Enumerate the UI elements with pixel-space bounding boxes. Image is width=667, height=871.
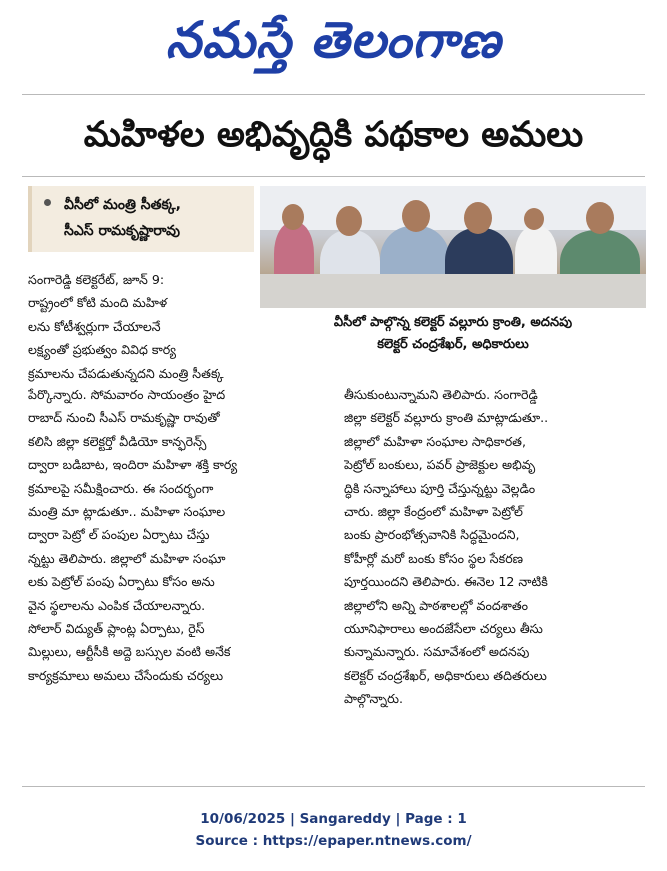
article-line: కలిసి జిల్లా కలెక్టర్తో వీడియో కాన్ఫరెన్స్	[28, 433, 207, 449]
caption-line: కలెక్టర్ చంద్రశేఖర్, అధికారులు	[377, 337, 529, 352]
divider	[22, 94, 645, 95]
photo-caption	[260, 312, 646, 364]
article-line: తీసుకుంటున్నామని తెలిపారు. సంగారెడ్డి	[344, 387, 538, 402]
article-line: రాబాద్ నుంచి సీఎస్ రామకృష్ణా రావుతో	[28, 410, 220, 426]
article-column-left	[28, 383, 344, 687]
article-line: జిల్లాలోని అన్ని పాఠశాలల్లో వందశాతం	[344, 597, 529, 613]
deck-box	[28, 186, 254, 252]
article-line: పేర్కొన్నారు. సోమవారం సాయంత్రం హైద	[28, 387, 226, 402]
footer-meta: 10/06/2025 | Sangareddy | Page : 1	[200, 811, 467, 827]
article-line: పాల్గొన్నారు.	[344, 691, 403, 707]
article-line: కార్యక్రమాలు అమలు చేసేందుకు చర్యలు	[28, 667, 224, 683]
article-line: యూనిఫారాలు అందజేసేలా చర్యలు తీసు	[344, 621, 543, 637]
article-line: న్నట్టు తెలిపారు. జిల్లాలో మహిళా సంఘా	[28, 550, 226, 566]
article-line: వైన స్థలాలను ఎంపిక చేయాలన్నారు.	[28, 597, 206, 613]
article-line: పూర్తయిందని తెలిపారు. ఈనెల 12 నాటికి	[344, 574, 548, 590]
masthead-logo: నమస్తే తెలంగాణ	[165, 10, 502, 69]
article-line: క్రమాలపై సమీక్షించారు. ఈ సందర్భంగా	[28, 480, 214, 496]
article-line: లకు పెట్రోల్ పంపు ఏర్పాటు కోసం అను	[28, 574, 215, 590]
article-line: కోహీర్లో మరో బంకు కోసం స్థల సేకరణ	[344, 550, 524, 566]
divider	[22, 176, 645, 177]
caption-line: వీసీలో పాల్గొన్న కలెక్టర్ వల్లూరు క్రాంతి, అదనపు	[333, 315, 573, 330]
divider	[22, 786, 645, 787]
article-line: చారు. జిల్లా కేంద్రంలో మహిళా పెట్రోల్	[344, 504, 523, 520]
article-line: లను కోటీశ్వర్లుగా చేయాలనే	[28, 318, 161, 334]
article-line: లక్ష్యంతో ప్రభుత్వం వివిధ కార్య	[28, 342, 177, 358]
bullet-icon	[44, 199, 51, 206]
article-line: కలెక్టర్ చంద్రశేఖర్, అధికారులు తదితరులు	[344, 667, 547, 683]
article-line: మిల్లులు, ఆర్టీసీకి అద్దె బస్సుల వంటి అనేక	[28, 644, 231, 660]
article-line: ద్వారా పెట్రో ల్ పంపుల ఏర్పాటు చేస్తు	[28, 527, 210, 543]
deck-line: వీసీలో మంత్రి సీతక్క,	[64, 197, 181, 213]
news-photo	[260, 186, 646, 308]
article-line: సంగారెడ్డి కలెక్టరేట్, జూన్ 9:	[28, 272, 165, 287]
article-line: జిల్లాలో మహిళా సంఘాల సాధికారత,	[344, 433, 526, 449]
footer-source-link[interactable]: Source : https://epaper.ntnews.com/	[195, 833, 472, 849]
article-line: సోలార్ విద్యుత్ ప్లాంట్ల ఏర్పాటు, రైస్	[28, 621, 205, 637]
article-line: జిల్లా కలెక్టర్ వల్లూరు క్రాంతి మాట్లాడుతూ..	[344, 410, 549, 426]
article-line: బంకు ప్రారంభోత్సవానికి సిద్ధమైందని,	[344, 527, 520, 543]
footer	[0, 808, 667, 852]
article-line: కున్నామన్నారు. సమావేశంలో అదనపు	[344, 644, 530, 660]
article-line: పెట్రోల్ బంకులు, పవర్ ప్రాజెక్టుల అభివృ	[344, 457, 536, 473]
article-line: ద్ధికి సన్నాహాలు పూర్తి చేస్తున్నట్టు వెల్లడిం	[344, 480, 536, 496]
headline: మహిళల అభివృద్ధికి పథకాల అమలు	[83, 115, 584, 155]
article-line: ద్వారా బడిబాట, ఇందిరా మహిళా శక్తి కార్య	[28, 457, 238, 473]
article-column-right	[344, 383, 646, 711]
article-line: క్రమాలను చేపడుతున్నదని మంత్రి సీతక్క	[28, 365, 224, 381]
deck-line: సీఎస్ రామకృష్ణారావు	[64, 223, 180, 239]
article-line: మంత్రి మా ట్లాడుతూ.. మహిళా సంఘాల	[28, 504, 226, 520]
article-line: రాష్ట్రంలో కోటి మంది మహిళ	[28, 295, 168, 311]
article-column-intro	[28, 268, 254, 385]
